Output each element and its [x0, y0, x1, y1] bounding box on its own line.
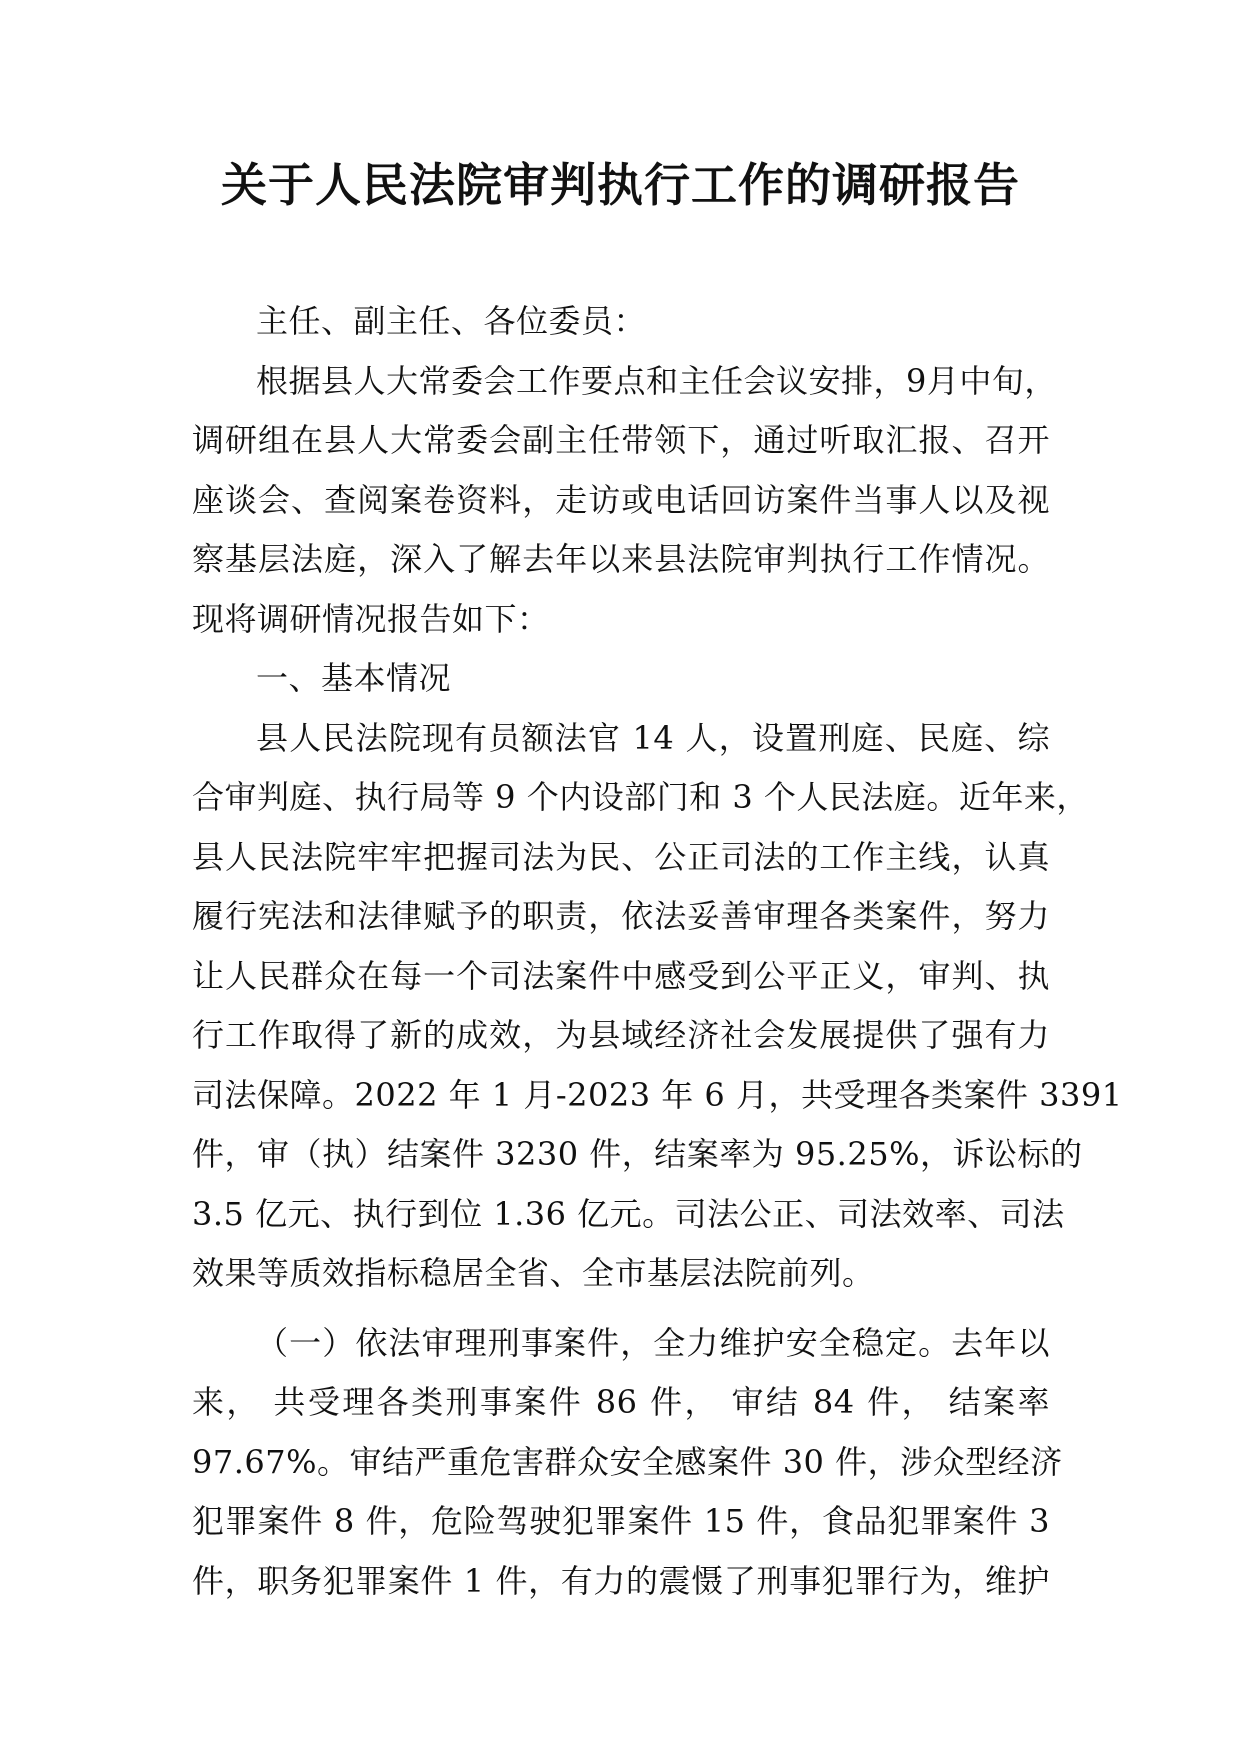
body-line: 察基层法庭，深入了解去年以来县法院审判执行工作情况。: [192, 540, 1050, 578]
document-body: [192, 292, 1123, 1611]
body-line: 主任、副主任、各位委员：: [256, 302, 647, 340]
body-line: 行工作取得了新的成效，为县域经济社会发展提供了强有力: [192, 1016, 1050, 1054]
body-line: 让人民群众在每一个司法案件中感受到公平正义，审判、执: [192, 956, 1050, 995]
body-line: 犯罪案件 8 件，危险驾驶犯罪案件 15 件，食品犯罪案件 3: [192, 1502, 1050, 1540]
body-line: 一、基本情况: [256, 659, 452, 697]
body-line: 件，职务犯罪案件 1 件，有力的震慑了刑事犯罪行为，维护: [192, 1561, 1050, 1600]
body-line: 调研组在县人大常委会副主任带领下，通过听取汇报、召开: [192, 421, 1050, 459]
body-line: 来， 共受理各类刑事案件 86 件， 审结 84 件， 结案率: [192, 1383, 1050, 1421]
body-line: （一）依法审理刑事案件，全力维护安全稳定。去年以: [256, 1323, 1050, 1362]
body-line: 3.5 亿元、执行到位 1.36 亿元。司法公正、司法效率、司法: [192, 1194, 1065, 1233]
document-title: 关于人民法院审判执行工作的调研报告: [221, 158, 1020, 212]
body-line: 县人民法院现有员额法官 14 人，设置刑庭、民庭、综: [256, 718, 1050, 757]
body-line: 97.67%。审结严重危害群众安全感案件 30 件，涉众型经济: [192, 1442, 1063, 1481]
body-line: 效果等质效指标稳居全省、全市基层法院前列。: [192, 1254, 875, 1292]
body-line: 根据县人大常委会工作要点和主任会议安排，9月中旬，: [256, 361, 1057, 400]
body-line: 县人民法院牢牢把握司法为民、公正司法的工作主线，认真: [192, 837, 1050, 876]
body-line: 座谈会、查阅案卷资料，走访或电话回访案件当事人以及视: [192, 480, 1050, 519]
body-line: 履行宪法和法律赋予的职责，依法妥善审理各类案件，努力: [192, 897, 1050, 935]
body-line: 司法保障。2022 年 1 月-2023 年 6 月，共受理各类案件 3391: [192, 1075, 1123, 1114]
body-line: 现将调研情况报告如下：: [192, 599, 550, 638]
body-line: 件，审（执）结案件 3230 件，结案率为 95.25%，诉讼标的: [192, 1135, 1083, 1173]
body-line: 合审判庭、执行局等 9 个内设部门和 3 个人民法庭。近年来，: [192, 778, 1089, 816]
